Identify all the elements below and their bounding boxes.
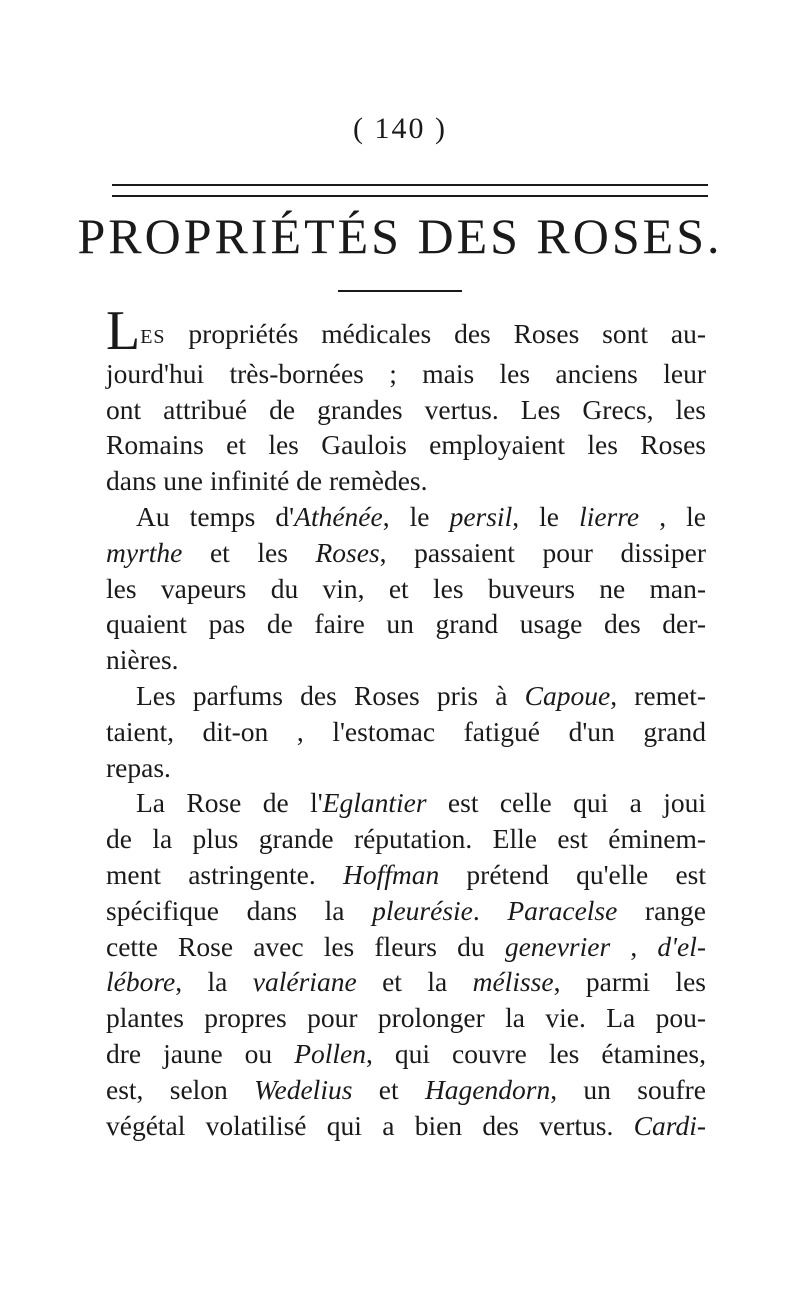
double-rule-divider — [112, 184, 708, 197]
text-line — [106, 1000, 706, 1036]
text-segment: propriétés médicales des Roses sont au- — [165, 318, 706, 349]
text-line — [106, 821, 706, 857]
italic-text: genevrier — [504, 930, 611, 962]
page-number: ( 140 ) — [353, 112, 447, 145]
italic-text: mélisse — [472, 966, 554, 998]
text-line — [106, 1108, 706, 1144]
italic-text: Roses — [315, 536, 380, 568]
text-segment: est celle qui a joui — [426, 787, 706, 819]
text-segment: et les — [182, 536, 316, 568]
text-segment: les vapeurs du vin, et les buveurs ne man- — [106, 572, 706, 604]
italic-text: valériane — [252, 966, 357, 998]
drop-cap: L — [106, 300, 141, 362]
text-segment: jourd'hui très-bornées ; mais les anciens leur — [106, 357, 706, 389]
italic-text: Hoffman — [342, 858, 440, 890]
text-segment: Romains et les Gaulois employaient les Roses — [106, 429, 706, 461]
italic-text: pleurésie — [372, 894, 473, 926]
text-line — [106, 714, 706, 750]
italic-text: Eglantier — [322, 787, 427, 819]
text-segment: et — [352, 1073, 425, 1105]
text-segment: cette Rose avec les fleurs du — [106, 930, 505, 962]
italic-text: myrthe — [106, 536, 183, 568]
italic-text: Capoue — [524, 679, 611, 711]
italic-text: lébore — [106, 966, 176, 998]
text-segment: Les parfums des Roses pris à — [136, 679, 525, 711]
text-segment: dans une infinité de remèdes. — [106, 465, 428, 497]
text-segment: , passaient pour dissiper — [379, 536, 706, 568]
text-segment: . — [472, 894, 508, 926]
text-segment: prétend qu'elle est — [439, 858, 707, 890]
text-line — [106, 893, 706, 929]
text-segment: , le — [382, 500, 450, 532]
italic-text: Wedelius — [254, 1073, 353, 1105]
text-segment: végétal volatilisé qui a bien des vertus. — [106, 1109, 634, 1141]
italic-text: Athénée — [294, 500, 383, 532]
text-segment: plantes propres pour prolonger la vie. La pou- — [106, 1002, 706, 1034]
text-segment: ont attribué de grandes vertus. Les Grecs, les — [106, 393, 706, 425]
short-rule-divider — [338, 290, 462, 292]
text-line — [106, 785, 706, 821]
text-segment: , — [610, 930, 658, 962]
text-segment: est, selon — [106, 1073, 255, 1105]
text-line — [106, 642, 706, 678]
text-line — [106, 427, 706, 463]
text-line — [106, 356, 706, 392]
text-line — [106, 463, 706, 499]
text-line — [106, 300, 706, 362]
text-segment: La Rose de l' — [136, 787, 323, 819]
text-segment: , le — [639, 500, 706, 532]
paragraph — [106, 678, 706, 785]
text-line — [106, 571, 706, 607]
text-segment: Au temps d' — [136, 500, 295, 532]
text-segment: , parmi les — [553, 966, 706, 998]
text-line — [106, 678, 706, 714]
text-segment: , la — [175, 966, 253, 998]
body-text — [106, 300, 707, 1143]
text-line — [106, 750, 706, 786]
text-line — [106, 606, 706, 642]
text-segment: nières. — [106, 644, 179, 676]
italic-text: Cardi- — [633, 1109, 706, 1141]
italic-text: d'el- — [657, 930, 706, 962]
text-segment: ment astringente. — [106, 858, 343, 890]
text-line — [106, 535, 706, 571]
paragraph — [106, 300, 706, 499]
text-segment: , un soufre — [550, 1073, 706, 1105]
italic-text: Hagendorn — [424, 1073, 551, 1105]
text-line — [106, 929, 706, 965]
text-segment: , qui couvre les étamines, — [365, 1037, 707, 1069]
text-line — [106, 1072, 706, 1108]
text-line — [106, 1036, 706, 1072]
italic-text: lierre — [579, 500, 640, 532]
italic-text: persil — [449, 500, 513, 532]
text-segment: de la plus grande réputation. Elle est éminem- — [106, 823, 706, 855]
text-line — [106, 857, 706, 893]
paragraph — [106, 499, 706, 678]
italic-text: Paracelse — [507, 894, 618, 926]
text-line — [106, 964, 706, 1000]
text-line — [106, 499, 706, 535]
chapter-title: PROPRIÉTÉS DES ROSES. — [77, 208, 723, 264]
text-segment: , remet- — [610, 679, 707, 711]
text-segment: repas. — [106, 751, 171, 783]
text-segment: dre jaune ou — [106, 1037, 295, 1069]
text-segment: range — [617, 894, 706, 926]
text-segment: taient, dit-on , l'estomac fatigué d'un grand — [106, 715, 706, 747]
text-segment: , le — [512, 500, 580, 532]
small-caps-text: ES — [140, 326, 166, 348]
text-segment: et la — [356, 966, 473, 998]
text-line — [106, 392, 706, 428]
text-segment: spécifique dans la — [106, 894, 373, 926]
text-segment: quaient pas de faire un grand usage des der- — [106, 608, 706, 640]
paragraph — [106, 785, 706, 1143]
italic-text: Pollen — [294, 1037, 366, 1069]
